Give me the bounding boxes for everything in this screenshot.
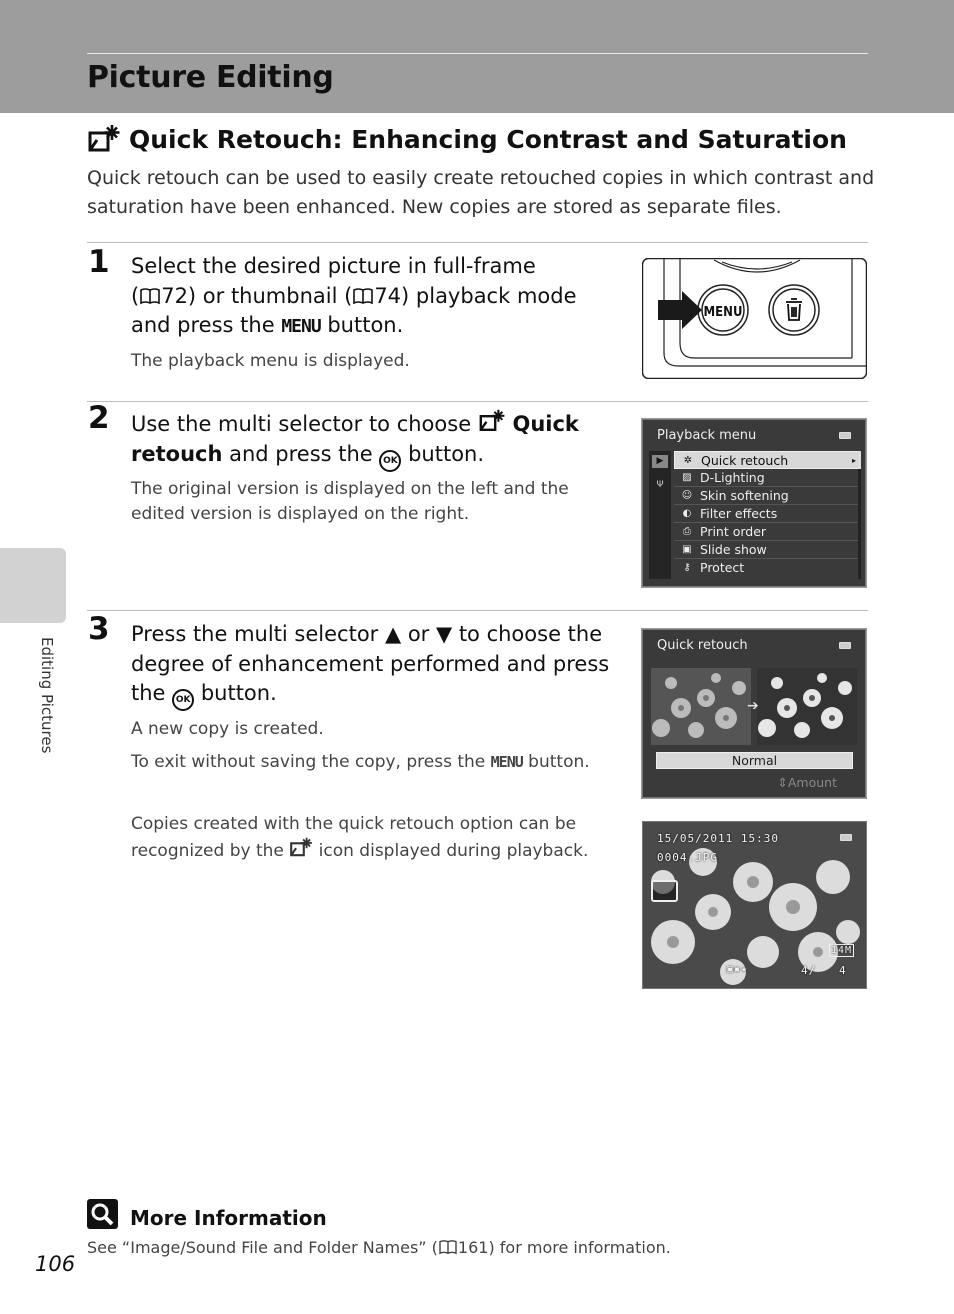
playback-menu-list bbox=[674, 451, 860, 577]
more-information-box bbox=[87, 1198, 327, 1230]
section-heading-text: Quick Retouch: Enhancing Contrast and Saturation bbox=[129, 124, 847, 154]
copies-note-pre: Copies created with the quick retouch option can be recognized by the bbox=[131, 814, 577, 861]
menu-button-glyph: MENU bbox=[490, 753, 523, 771]
menu-item-label: Skin softening bbox=[700, 488, 789, 503]
section-heading bbox=[87, 124, 847, 154]
chapter-side-label: Editing Pictures bbox=[38, 637, 56, 754]
menu-scrollbar-thumb[interactable] bbox=[858, 451, 861, 469]
quick-retouch-screen bbox=[642, 629, 866, 798]
step-3-line-c-post: button. bbox=[194, 681, 277, 705]
step-2-note: The original version is displayed on the left and the edited version is displayed on the right. bbox=[131, 479, 569, 524]
frame-counter-right: 4 bbox=[839, 964, 847, 977]
arrow-right-icon: ➔ bbox=[747, 698, 759, 714]
step-3-or: or bbox=[401, 622, 436, 646]
step-1-number: 1 bbox=[88, 244, 110, 280]
quick-retouch-icon bbox=[87, 124, 121, 154]
menu-item-slide-show[interactable] bbox=[674, 541, 860, 559]
menu-item-quick-retouch[interactable] bbox=[674, 451, 860, 469]
menu-item-label: Slide show bbox=[700, 542, 767, 557]
chapter-side-tab bbox=[0, 548, 66, 623]
trash-icon bbox=[786, 299, 802, 320]
flower-photo bbox=[643, 822, 867, 989]
more-information-text bbox=[87, 1238, 671, 1257]
battery-icon bbox=[839, 642, 851, 649]
battery-icon bbox=[840, 834, 852, 841]
setup-tab-icon[interactable]: Ψ bbox=[656, 480, 664, 490]
step-divider bbox=[87, 610, 868, 611]
playback-menu-screen bbox=[642, 419, 866, 587]
menu-item-label: Filter effects bbox=[700, 506, 778, 521]
step-3-note-2-pre: To exit without saving the copy, press the bbox=[131, 752, 491, 772]
book-ref-icon bbox=[438, 1239, 458, 1255]
step-3-line-c-pre: the bbox=[131, 681, 173, 705]
menu-item-label: D-Lighting bbox=[700, 470, 765, 485]
photo-datetime: 15/05/2011 15:30 bbox=[657, 832, 779, 845]
menu-item-protect[interactable] bbox=[674, 559, 860, 577]
multi-selector-up-glyph: ▲ bbox=[384, 622, 402, 646]
ok-button-glyph: OK bbox=[379, 450, 401, 472]
menu-item-label: Quick retouch bbox=[701, 453, 789, 468]
photo-filename: 0004.JPG bbox=[657, 851, 718, 864]
step-3-line-b: degree of enhancement performed and press bbox=[131, 651, 610, 676]
retouched-image-preview bbox=[757, 668, 857, 745]
step-divider bbox=[87, 401, 868, 402]
step-1-ref2: 74) playback mode bbox=[374, 283, 577, 308]
menu-item-label: Print order bbox=[700, 524, 767, 539]
more-info-text-post: 161) for more information. bbox=[457, 1238, 671, 1257]
retouched-copy-badge-icon bbox=[651, 880, 678, 902]
step-2-quick: Quick bbox=[512, 412, 579, 436]
step-1-open-paren: ( bbox=[131, 283, 140, 308]
playback-menu-title: Playback menu bbox=[657, 428, 757, 443]
battery-icon bbox=[839, 432, 851, 439]
protect-icon: ⚷ bbox=[683, 562, 691, 573]
step-2-line-b: and press the bbox=[222, 441, 380, 466]
page-number: 106 bbox=[35, 1252, 76, 1276]
amount-hint bbox=[777, 775, 837, 790]
camera-menu-button-label: MENU bbox=[703, 305, 743, 320]
menu-tab-column bbox=[649, 451, 671, 579]
image-size-badge: 14M bbox=[830, 945, 852, 956]
ok-button-glyph: OK bbox=[172, 689, 194, 711]
chapter-header bbox=[0, 0, 954, 113]
original-image-preview bbox=[651, 668, 751, 745]
amount-label: Amount bbox=[787, 775, 837, 790]
step-1-ref1: 72) or thumbnail ( bbox=[161, 283, 353, 308]
skin-softening-icon: ☺ bbox=[681, 490, 693, 501]
menu-scrollbar[interactable] bbox=[858, 451, 861, 579]
step-3-line-a-pre: Press the multi selector bbox=[131, 622, 385, 646]
book-ref-icon bbox=[139, 287, 161, 305]
step-2-line-a: Use the multi selector to choose bbox=[131, 412, 478, 436]
playback-tab-icon[interactable]: ▶ bbox=[652, 455, 668, 468]
more-information-title: More Information bbox=[130, 1206, 327, 1230]
step-3-note-2-post: button. bbox=[522, 752, 590, 772]
step-2-instruction bbox=[131, 409, 621, 472]
step-1-line-c-pre: and press the bbox=[131, 313, 282, 337]
menu-item-filter-effects[interactable] bbox=[674, 505, 860, 523]
step-3-number: 3 bbox=[88, 611, 110, 647]
intro-paragraph: Quick retouch can be used to easily create retouched copies in which contrast and saturation have been enhanced. New copies are stored as separate files. bbox=[87, 167, 875, 218]
quick-retouch-icon bbox=[478, 409, 506, 433]
step-3-line-a-post: to choose the bbox=[452, 622, 603, 646]
menu-item-d-lighting[interactable] bbox=[674, 469, 860, 487]
up-down-icon: ⇕ bbox=[777, 775, 788, 790]
filter-effects-icon: ◐ bbox=[682, 508, 692, 519]
info-magnifier-icon bbox=[87, 1199, 118, 1229]
status-icons: ▣▪★ bbox=[727, 964, 749, 975]
quick-retouch-title: Quick retouch bbox=[657, 638, 748, 653]
frame-counter-left: 4/ bbox=[801, 964, 817, 977]
step-3-note-2 bbox=[131, 750, 621, 775]
quick-retouch-icon: ✲ bbox=[683, 455, 693, 466]
quick-retouch-icon bbox=[289, 837, 313, 858]
slide-show-icon: ▣ bbox=[682, 544, 692, 555]
step-2-number: 2 bbox=[88, 400, 110, 436]
more-info-text-pre: See “Image/Sound File and Folder Names” ( bbox=[87, 1238, 438, 1257]
step-3-instruction bbox=[131, 620, 621, 711]
step-1-note: The playback menu is displayed. bbox=[131, 351, 410, 371]
print-order-icon: ⎙ bbox=[683, 526, 691, 537]
menu-item-print-order[interactable] bbox=[674, 523, 860, 541]
menu-item-label: Protect bbox=[700, 560, 745, 575]
menu-item-skin-softening[interactable] bbox=[674, 487, 860, 505]
book-ref-icon bbox=[352, 287, 374, 305]
menu-button-glyph: MENU bbox=[281, 316, 321, 337]
copies-note-post: icon displayed during playback. bbox=[313, 841, 589, 861]
submenu-arrow-icon: ▸ bbox=[851, 456, 856, 465]
step-1-line-c-post: button. bbox=[320, 313, 404, 337]
step-2-retouch: retouch bbox=[131, 441, 223, 466]
camera-back-illustration bbox=[642, 258, 867, 379]
playback-screen bbox=[642, 821, 867, 989]
step-2-line-b-end: button. bbox=[401, 441, 485, 466]
step-1-instruction bbox=[131, 252, 621, 342]
step-3-note-1: A new copy is created. bbox=[131, 719, 324, 739]
step-1-line-a: Select the desired picture in full-frame bbox=[131, 254, 536, 278]
copies-note bbox=[131, 812, 621, 864]
header-rule bbox=[87, 53, 868, 54]
multi-selector-down-glyph: ▼ bbox=[435, 622, 453, 646]
page-title: Picture Editing bbox=[87, 60, 334, 95]
step-divider bbox=[87, 242, 868, 243]
d-lighting-icon: ▨ bbox=[682, 472, 692, 483]
enhancement-level[interactable]: Normal bbox=[656, 752, 853, 769]
